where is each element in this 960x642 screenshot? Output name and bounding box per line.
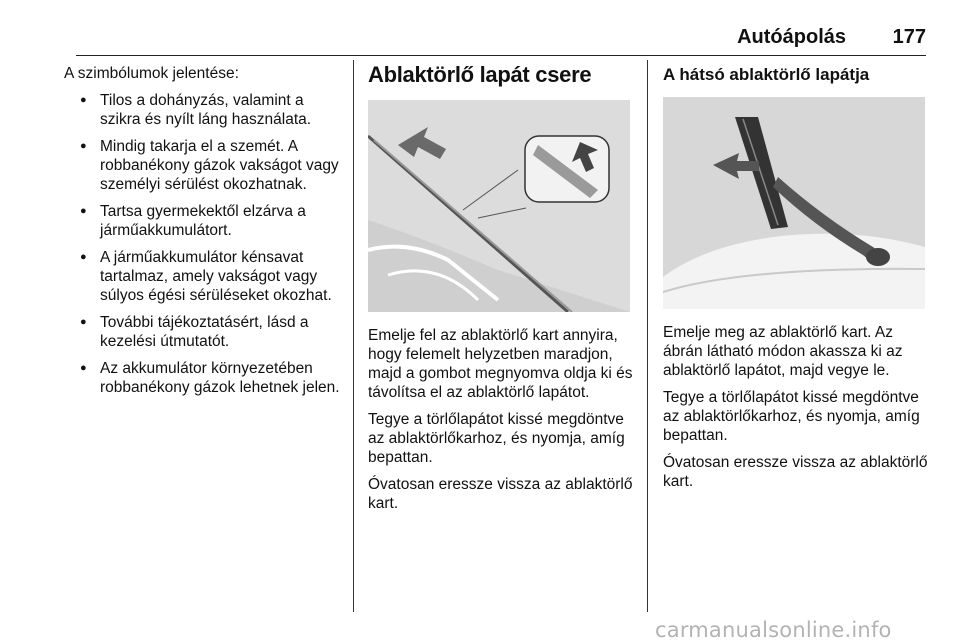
- section-title: A hátsó ablaktörlő lapátja: [663, 65, 870, 84]
- page-number: 177: [892, 26, 926, 48]
- list-item: ● Mindig takarja el a szemét. A robbanékony gázok vakságot vagy személyi sérülést okozhatnak.: [64, 137, 340, 194]
- column-2: [368, 64, 634, 521]
- rear-wiper-illustration: [663, 97, 925, 309]
- rear-wiper-drawing: [663, 97, 925, 309]
- paragraph: Óvatosan eressze vissza az ablaktörlő kart.: [663, 454, 928, 490]
- front-wiper-illustration: [368, 100, 630, 312]
- paragraph: Emelje meg az ablaktörlő kart. Az ábrán látható módon akassza ki az ablaktörlő lapátot, majd vegye le.: [663, 324, 903, 379]
- column-divider-1: [353, 60, 354, 612]
- header-rule: [76, 55, 926, 56]
- list-item: ● Tilos a dohányzás, valamint a szikra és nyílt láng használata.: [64, 91, 340, 129]
- header-title: Autóápolás: [737, 26, 846, 48]
- front-wiper-drawing: [368, 100, 630, 312]
- page-header: [76, 26, 926, 56]
- paragraph: Tegye a törlőlapátot kissé megdöntve az ablaktörlőkarhoz, és nyomja, amíg bepattan.: [663, 389, 920, 444]
- column-divider-2: [647, 60, 648, 612]
- list-item: ● A járműakkumulátor kénsavat tartalmaz, amely vakságot vagy súlyos égési sérüléseket okozhat.: [64, 248, 340, 305]
- column-3: [663, 64, 929, 499]
- paragraph: Emelje fel az ablaktörlő kart annyira, hogy felemelt helyzetben maradjon, majd a gombot megnyomva oldja ki és távolítsa el az ablaktörlő lapátot.: [368, 327, 633, 401]
- watermark: carmanualsonline.info: [655, 618, 892, 642]
- column-1: [64, 64, 340, 405]
- paragraph: Óvatosan eressze vissza az ablaktörlő kart.: [368, 476, 633, 512]
- list-item: ● További tájékoztatásért, lásd a kezelési útmutatót.: [64, 313, 340, 351]
- symbols-intro: A szimbólumok jelentése:: [64, 65, 239, 82]
- section-title: Ablaktörlő lapát csere: [368, 62, 592, 87]
- list-item: ● Tartsa gyermekektől elzárva a járműakkumulátort.: [64, 202, 340, 240]
- paragraph: Tegye a törlőlapátot kissé megdöntve az ablaktörlőkarhoz, és nyomja, amíg bepattan.: [368, 411, 625, 466]
- list-item: ● Az akkumulátor környezetében robbanékony gázok lehetnek jelen.: [64, 359, 340, 397]
- symbol-list: [64, 91, 340, 397]
